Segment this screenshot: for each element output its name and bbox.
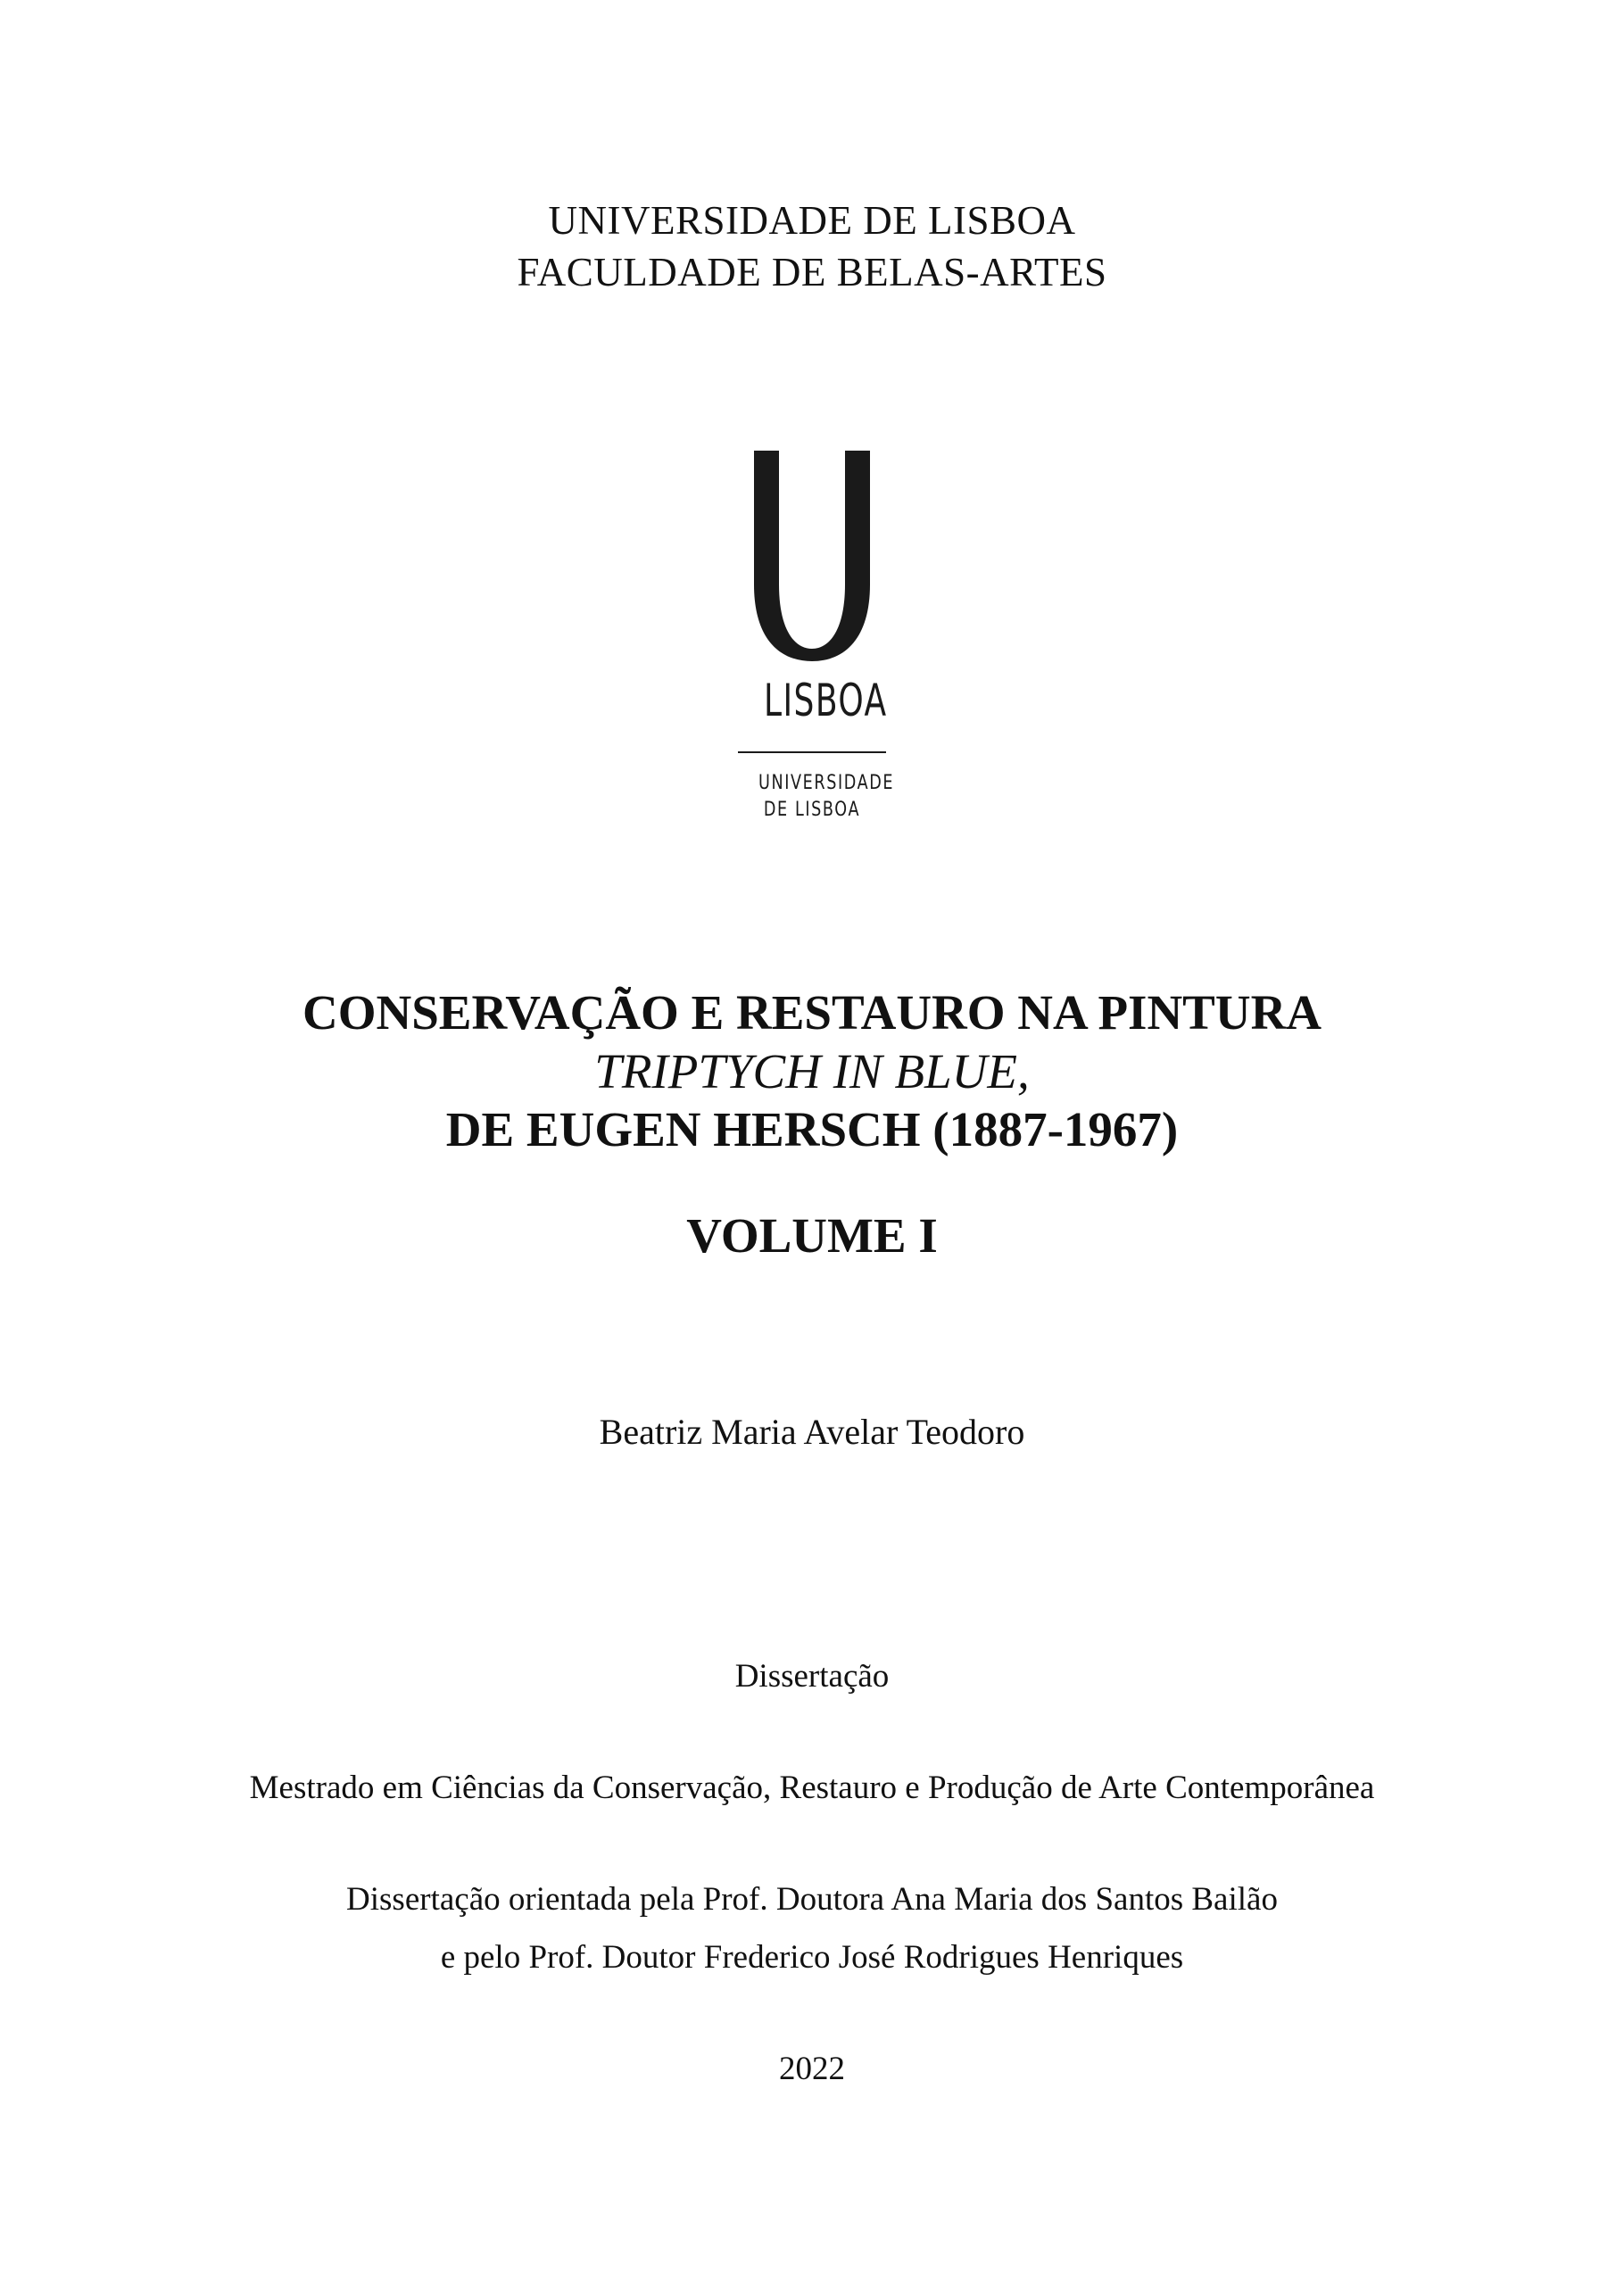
ulisboa-u-logo-icon	[745, 451, 879, 665]
logo-subtitle-line1: UNIVERSIDADE	[758, 772, 895, 794]
title-line-1: CONSERVAÇÃO E RESTAURO NA PINTURA	[302, 985, 1322, 1040]
author-name: Beatriz Maria Avelar Teodoro	[599, 1412, 1025, 1452]
year: 2022	[779, 2051, 845, 2087]
university-logo	[745, 451, 895, 825]
supervision-line-2: e pelo Prof. Doutor Frederico José Rodrigues Henriques	[440, 1939, 1184, 1976]
degree-name: Mestrado em Ciências da Conservação, Restauro e Produção de Arte Contemporânea	[249, 1770, 1375, 1806]
title-line-2: TRIPTYCH IN BLUE,	[594, 1044, 1030, 1098]
logo-divider	[738, 751, 886, 753]
supervision-line-1: Dissertação orientada pela Prof. Doutora Ana Maria dos Santos Bailão	[346, 1881, 1278, 1918]
logo-wordmark: LISBOA	[764, 675, 888, 726]
volume-label: VOLUME I	[686, 1208, 938, 1263]
document-type: Dissertação	[734, 1658, 890, 1695]
university-name: UNIVERSIDADE DE LISBOA	[548, 198, 1076, 243]
title-line-3: DE EUGEN HERSCH (1887-1967)	[445, 1102, 1179, 1156]
logo-subtitle-line2: DE LISBOA	[763, 799, 861, 821]
faculty-name: FACULDADE DE BELAS-ARTES	[517, 250, 1107, 294]
